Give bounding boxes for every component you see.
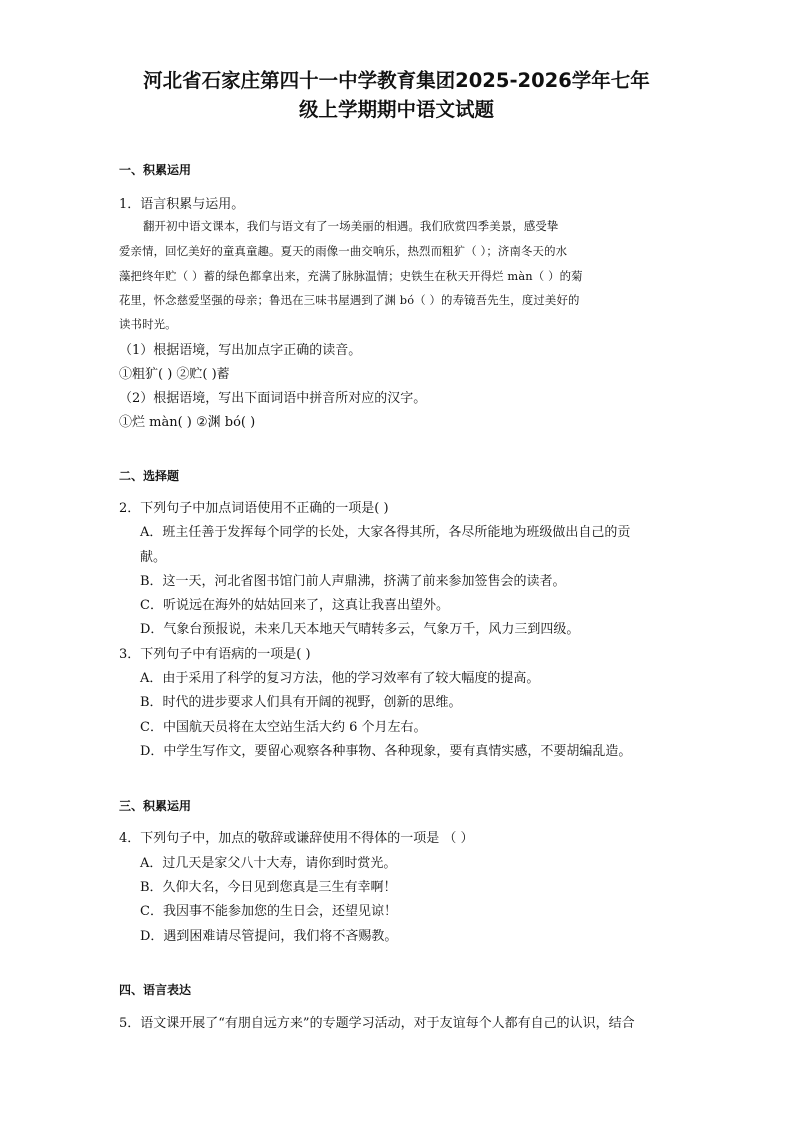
question-2-option-b: B．这一天，河北省图书馆门前人声鼎沸，挤满了前来参加签售会的读者。 bbox=[140, 574, 566, 589]
question-2-option-c: C．听说远在海外的姑姑回来了，这真让我喜出望外。 bbox=[140, 598, 449, 613]
section-heading-2: 二、选择题 bbox=[119, 469, 180, 483]
section-heading-3: 三、积累运用 bbox=[119, 799, 192, 813]
question-4-option-a: A．过几天是家父八十大寿，请你到时赏光。 bbox=[140, 856, 397, 871]
question-3-option-a: A．由于采用了科学的复习方法，他的学习效率有了较大幅度的提高。 bbox=[140, 671, 540, 686]
question-1-sub-2: （2）根据语境，写出下面词语中拼音所对应的汉字。 bbox=[119, 391, 427, 406]
passage-line-3: 藻把终年贮（ ）蓄的绿色都拿出来，充满了脉脉温情；史铁生在秋天开得烂 màn（ ）的菊 bbox=[119, 269, 583, 283]
passage-line-2: 爱亲情，回忆美好的童真童趣。夏天的雨像一曲交响乐，热烈而粗犷（ ）；济南冬天的水 bbox=[119, 244, 568, 258]
question-4-stem: 4．下列句子中，加点的敬辞或谦辞使用不得体的一项是 （ ） bbox=[119, 831, 474, 846]
question-2-option-d: D．气象台预报说，未来几天本地天气晴转多云，气象万千，风力三到四级。 bbox=[140, 622, 580, 637]
title-line-2: 级上学期期中语文试题 bbox=[298, 98, 494, 121]
question-3-option-b: B．时代的进步要求人们具有开阔的视野，创新的思维。 bbox=[140, 695, 462, 710]
question-5-stem: 5．语文课开展了“有朋自远方来”的专题学习活动，对于友谊每个人都有自己的认识，结合 bbox=[119, 1016, 635, 1031]
section-heading-4: 四、语言表达 bbox=[119, 983, 192, 997]
passage-line-5: 读书时光。 bbox=[119, 317, 177, 331]
passage-line-4: 花里，怀念慈爱坚强的母亲；鲁迅在三味书屋遇到了渊 bó（ ）的寿镜吾先生，度过美好的 bbox=[119, 293, 580, 307]
question-2-option-a: A．班主任善于发挥每个同学的长处，大家各得其所，各尽所能地为班级做出自己的贡 bbox=[140, 525, 631, 540]
question-3-option-c: C．中国航天员将在太空站生活大约 6 个月左右。 bbox=[140, 720, 427, 735]
question-2-option-a-cont: 献。 bbox=[140, 550, 167, 565]
title-line-1: 河北省石家庄第四十一中学教育集团2025-2026学年七年 bbox=[143, 69, 650, 92]
exam-title bbox=[110, 66, 683, 124]
question-1-sub-1: （1）根据语境，写出加点字正确的读音。 bbox=[119, 343, 362, 358]
question-4-option-c: C．我因事不能参加您的生日会，还望见谅！ bbox=[140, 904, 397, 919]
question-3-stem: 3．下列句子中有语病的一项是( ) bbox=[119, 647, 311, 662]
question-2-stem: 2．下列句子中加点词语使用不正确的一项是( ) bbox=[119, 501, 389, 516]
section-heading-1: 一、积累运用 bbox=[119, 163, 192, 177]
question-4-option-b: B．久仰大名，今日见到您真是三生有幸啊！ bbox=[140, 880, 397, 895]
question-1-sub-1-answer: ①粗犷( ) ②贮( )蓄 bbox=[119, 367, 230, 382]
question-1-sub-2-answer: ①烂 màn( ) ②渊 bó( ) bbox=[119, 415, 256, 430]
question-3-option-d: D．中学生写作文，要留心观察各种事物、各种现象，要有真情实感，不要胡编乱造。 bbox=[140, 744, 632, 759]
question-4-option-d: D．遇到困难请尽管提问，我们将不吝赐教。 bbox=[140, 929, 398, 944]
passage-line-1: 翻开初中语文课本，我们与语文有了一场美丽的相遇。我们欣赏四季美景，感受挚 bbox=[143, 219, 559, 233]
question-1-stem: 1．语言积累与运用。 bbox=[119, 197, 245, 212]
